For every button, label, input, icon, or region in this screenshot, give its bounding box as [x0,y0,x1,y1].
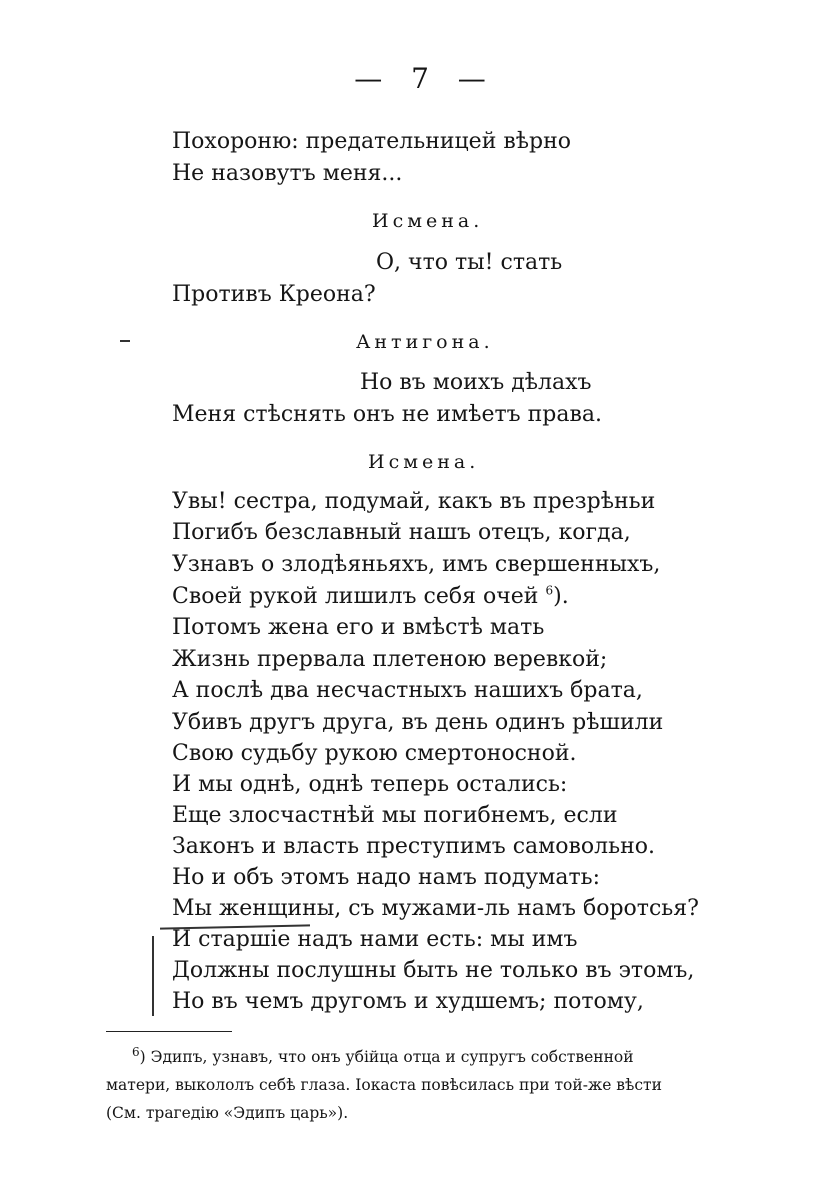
verse-line: Погибъ безславный нашъ отецъ, когда, [172,520,631,545]
page-number: — 7 — [354,62,496,95]
footnote-marker: 6 [132,1044,140,1059]
footnote-rule [106,1031,232,1032]
verse-line: Убивъ другъ друга, въ день одинъ рѣшили [172,710,664,735]
verse-text: Своей рукой лишилъ себя очей [172,584,539,609]
footnote-text: ) Эдипъ, узнавъ, что онъ убійца отца и супругъ собственной [139,1048,634,1066]
verse-line: Похороню: предательницей вѣрно [172,129,571,154]
speaker-name-ismena: Исмена. [368,451,480,473]
verse-text-end: ). [553,584,569,609]
verse-line: Должны послушны быть не только въ этомъ, [172,958,695,983]
verse-line: Но въ чемъ другомъ и худшемъ; потому, [172,989,644,1014]
verse-line: Мы женщины, съ мужами-ль намъ боротсья? [172,896,699,921]
verse-line: Жизнь прервала плетеною веревкой; [172,647,608,672]
verse-line: Но въ моихъ дѣлахъ [360,370,592,395]
footnote-reference[interactable]: 6 [545,583,554,598]
footnote-line: матери, выкололъ себѣ глаза. Іокаста повѣсилась при той-же вѣсти [106,1076,662,1094]
verse-line: Узнавъ о злодѣяньяхъ, имъ свершенныхъ, [172,552,661,577]
verse-line: Потомъ жена его и вмѣстѣ мать [172,615,545,640]
verse-line: И мы однѣ, однѣ теперь остались: [172,772,568,797]
verse-line: Но и объ этомъ надо намъ подумать: [172,865,601,890]
speaker-name-antigona: Антигона. [356,331,494,353]
footnote-line: (См. трагедію «Эдипъ царь»). [106,1104,349,1122]
margin-mark [152,936,154,1016]
verse-line: Не назовутъ меня... [172,161,403,186]
verse-line: О, что ты! стать [376,250,563,275]
verse-line: Еще злосчастнѣй мы погибнемъ, если [172,803,618,828]
verse-line: Противъ Креона? [172,282,376,307]
margin-dot [120,340,130,342]
verse-line-with-footnote [172,582,569,612]
verse-line: Законъ и власть преступимъ самовольно. [172,834,655,859]
verse-line: И старшіе надъ нами есть: мы имъ [172,927,578,952]
verse-line: Увы! сестра, подумай, какъ въ презрѣньи [172,489,656,514]
verse-line: Свою судьбу рукою смертоносной. [172,741,577,766]
footnote-line [132,1044,770,1071]
verse-line: А послѣ два несчастныхъ нашихъ брата, [172,678,643,703]
speaker-name-ismena: Исмена. [372,210,484,232]
verse-line: Меня стѣснять онъ не имѣетъ права. [172,402,602,427]
